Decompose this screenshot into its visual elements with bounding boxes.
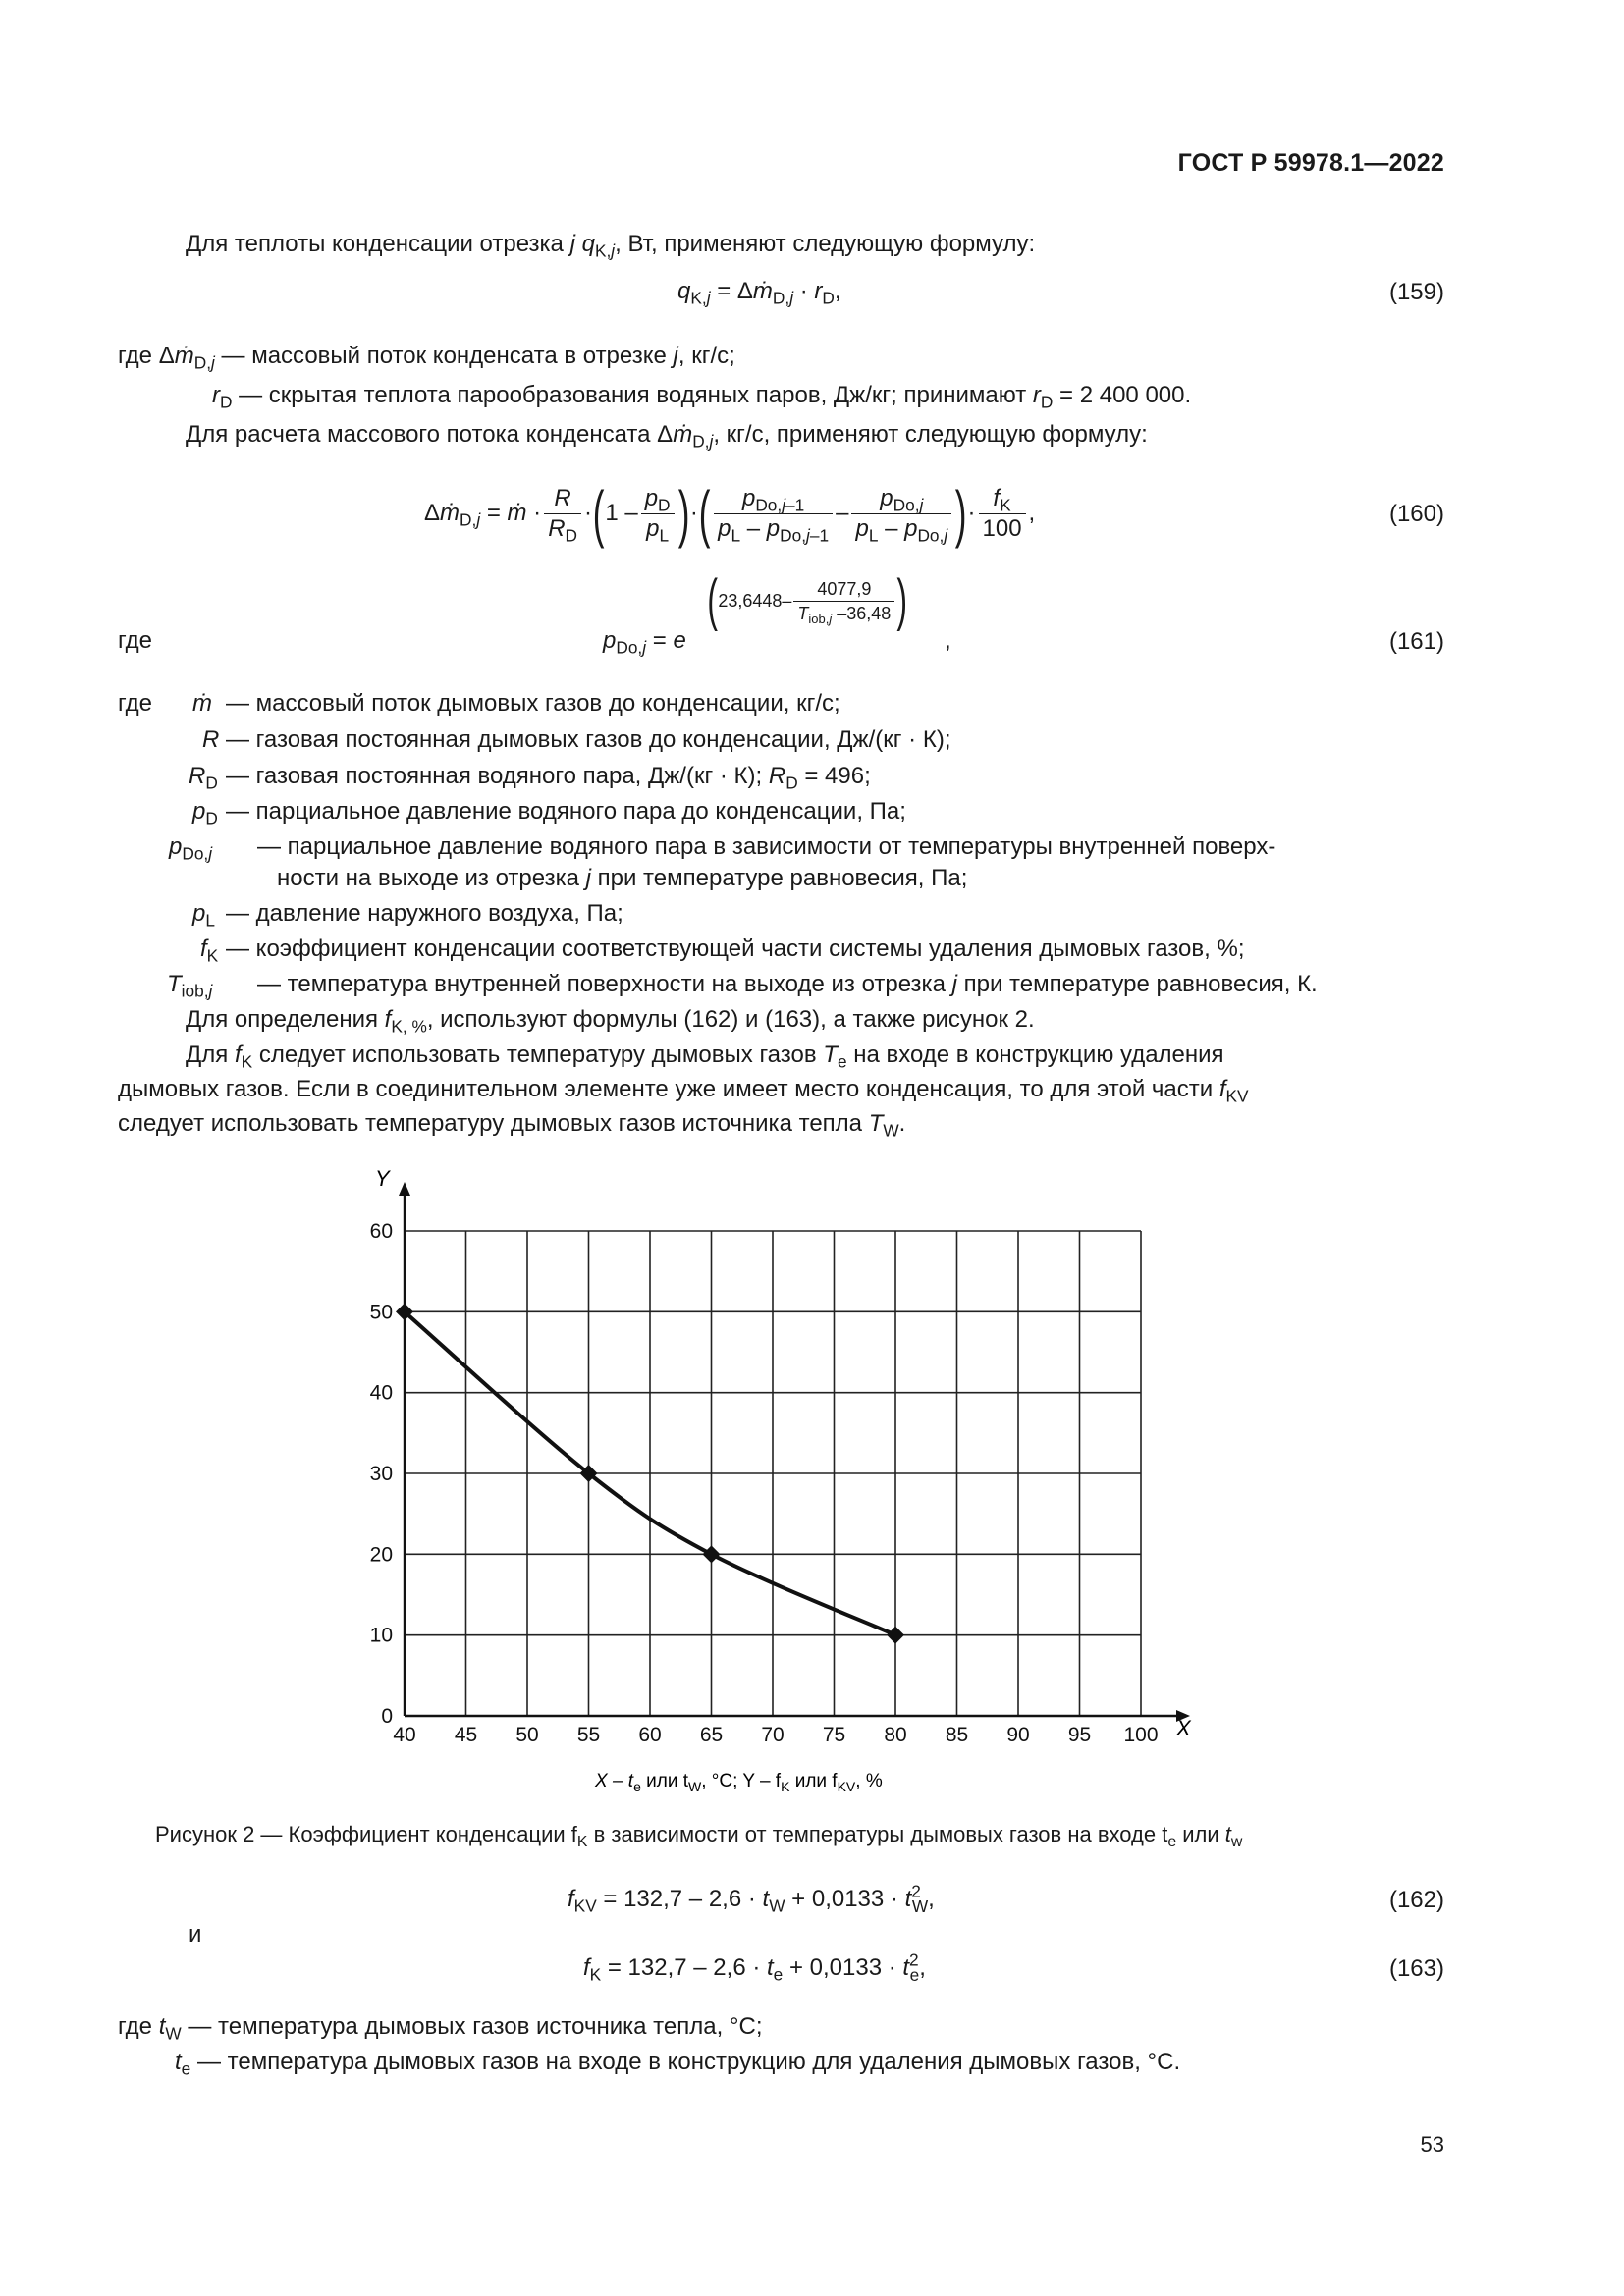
paragraph-use-line3: следует использовать температуру дымовых газов источника тепла $T_W$. — [118, 1110, 906, 1141]
def-fK: — коэффициент конденсации соответствующей части системы удаления дымовых газов, %; — [226, 935, 1245, 962]
definition-rD: $r_D$ — скрытая теплота парообразования водяных паров, Дж/кг; принимают $r_D = 2$ 400 000. — [212, 382, 1192, 412]
y-tick-label-20: 20 — [369, 1543, 393, 1567]
def-R-symbol: R — [202, 726, 220, 753]
condensation-chart — [344, 1158, 1227, 1806]
def-pDo: — парциальное давление водяного пара в зависимости от температуры внутренней поверх- — [257, 833, 1276, 860]
equation-163: $f_K = 132,7 - 2,6 \cdot t_e + 0,0133 \cdot t^2_e$, — [583, 1949, 926, 1985]
x-tick-label-55: 55 — [576, 1724, 601, 1746]
y-tick-label-0: 0 — [381, 1705, 393, 1728]
data-point-65 — [703, 1545, 721, 1563]
y-tick-label-30: 30 — [369, 1463, 393, 1485]
paragraph-fk-def: Для определения $f_{K, \%}$, используют формулы (162) и (163), а также рисунок 2. — [186, 1006, 1035, 1037]
def-pL-symbol: $p_L$ — [192, 900, 215, 931]
chart-grid — [405, 1231, 1141, 1716]
equation-number-163: (163) — [1388, 1955, 1444, 1982]
equation-161-lhs: $p_{Do,j} = e$ — [603, 627, 686, 658]
equation-160: Δṁ$_{D,j}$ = ṁ · $\frac{R}{R_D}$ · ( 1 – $\frac{p_D}{p_L}$ ) · ( $\frac{p_{Do,j-1}}{p_L - p_{Do,j-1}}$ – $\frac{p_{Do,j}}{p_L - p_{Do,j}}$ ) · $\frac{f_K}{100}$ , — [424, 478, 1036, 549]
def-RD-symbol: $R_D$ — [189, 763, 218, 793]
def-pDo-symbol: $p_{Do,j}$ — [169, 833, 213, 864]
def-RD: — газовая постоянная водяного пара, Дж/(кг · К); $R_D = 496$; — [226, 763, 871, 793]
chart-xlabel: X – $t_e$ или $t_W$, °C; Y – $f_K$ или $f_{KV}$, % — [595, 1771, 883, 1794]
x-tick-label-60: 60 — [638, 1724, 662, 1746]
equation-number-161: (161) — [1388, 628, 1444, 655]
figure-caption: Рисунок 2 — Коэффициент конденсации $f_K$ в зависимости от температуры дымовых газов на входе $t_e$ или $t_w$ — [155, 1822, 1243, 1851]
def-Tiob: — температура внутренней поверхности на выходе из отрезка j при температуре равновесия, К. — [257, 971, 1318, 997]
equation-161-comma: , — [945, 627, 951, 654]
x-tick-label-40: 40 — [393, 1724, 416, 1746]
x-tick-label-75: 75 — [822, 1724, 846, 1746]
x-tick-label-85: 85 — [945, 1724, 969, 1746]
y-tick-label-50: 50 — [369, 1301, 393, 1324]
y-tick-label-40: 40 — [369, 1381, 393, 1405]
equation-161-exponent: ( 23,6448 – $\frac{4077,9}{T_{iob,j} -36,48}$ ) — [707, 568, 908, 632]
chart-ticks — [370, 1220, 1159, 1746]
y-tick-label-60: 60 — [369, 1220, 393, 1243]
x-tick-label-50: 50 — [515, 1724, 539, 1746]
equation-159: $q_{K,j}$ = Δṁ$_{D,j}$ · $r_D$, — [677, 278, 841, 308]
definition-dm: где Δṁ$_{D,j}$ — массовый поток конденсата в отрезке j, кг/с; — [118, 343, 735, 373]
def-Tiob-symbol: $T_{iob,j}$ — [167, 971, 213, 1001]
equation-number-160: (160) — [1388, 501, 1444, 527]
paragraph-use-line2: дымовых газов. Если в соединительном элементе уже имеет место конденсация, то для этой части $f_{KV}$ — [118, 1076, 1249, 1106]
chart-axes — [399, 1182, 1190, 1722]
y-axis-arrow — [399, 1182, 410, 1196]
equation-number-162: (162) — [1388, 1887, 1444, 1913]
where-161: где — [118, 627, 153, 654]
def-mdot: — массовый поток дымовых газов до конденсации, кг/с; — [226, 690, 840, 717]
paragraph-use-line1: Для $f_K$ следует использовать температуру дымовых газов $T_e$ на входе в конструкцию удаления — [186, 1041, 1224, 1072]
where-defs: где — [118, 690, 153, 717]
standard-header: ГОСТ Р 59978.1—2022 — [1177, 149, 1444, 177]
conjunction-and: и — [189, 1921, 202, 1948]
x-tick-label-100: 100 — [1123, 1724, 1159, 1746]
x-axis-letter: X — [1176, 1716, 1191, 1740]
def-fK-symbol: $f_K$ — [200, 935, 219, 966]
paragraph-heat-intro: Для теплоты конденсации отрезка j $q_{K,j}$, Вт, применяют следующую формулу: — [186, 231, 1036, 261]
data-point-80 — [887, 1627, 904, 1644]
def-mdot-symbol: ṁ — [192, 690, 212, 717]
x-tick-label-90: 90 — [1006, 1724, 1030, 1746]
definition-tW: где $t_W$ — температура дымовых газов источника тепла, °C; — [118, 2013, 763, 2044]
x-tick-label-95: 95 — [1067, 1724, 1092, 1746]
equation-162: $f_{KV} = 132,7 - 2,6 \cdot t_W + 0,0133 \cdot t^2_W$, — [568, 1881, 935, 1916]
equation-number-159: (159) — [1388, 279, 1444, 305]
def-R: — газовая постоянная дымовых газов до конденсации, Дж/(кг · К); — [226, 726, 951, 753]
paragraph-mass-intro: Для расчета массового потока конденсата Δṁ$_{D,j}$, кг/с, применяют следующую формулу: — [186, 421, 1148, 452]
definition-te: $t_e$ — температура дымовых газов на входе в конструкцию для удаления дымовых газов, °C. — [175, 2049, 1181, 2079]
x-tick-label-65: 65 — [699, 1724, 724, 1746]
y-tick-label-10: 10 — [369, 1624, 393, 1647]
x-tick-label-80: 80 — [884, 1724, 907, 1746]
page-number: 53 — [1420, 2132, 1444, 2157]
def-pL: — давление наружного воздуха, Па; — [226, 900, 623, 927]
def-pD-symbol: $p_D$ — [192, 798, 218, 828]
def-pDo-cont: ности на выходе из отрезка j при температуре равновесия, Па; — [277, 865, 968, 891]
x-tick-label-45: 45 — [454, 1724, 478, 1746]
y-axis-letter: Y — [375, 1166, 390, 1191]
def-pD: — парциальное давление водяного пара до конденсации, Па; — [226, 798, 906, 825]
x-tick-label-70: 70 — [761, 1724, 785, 1746]
